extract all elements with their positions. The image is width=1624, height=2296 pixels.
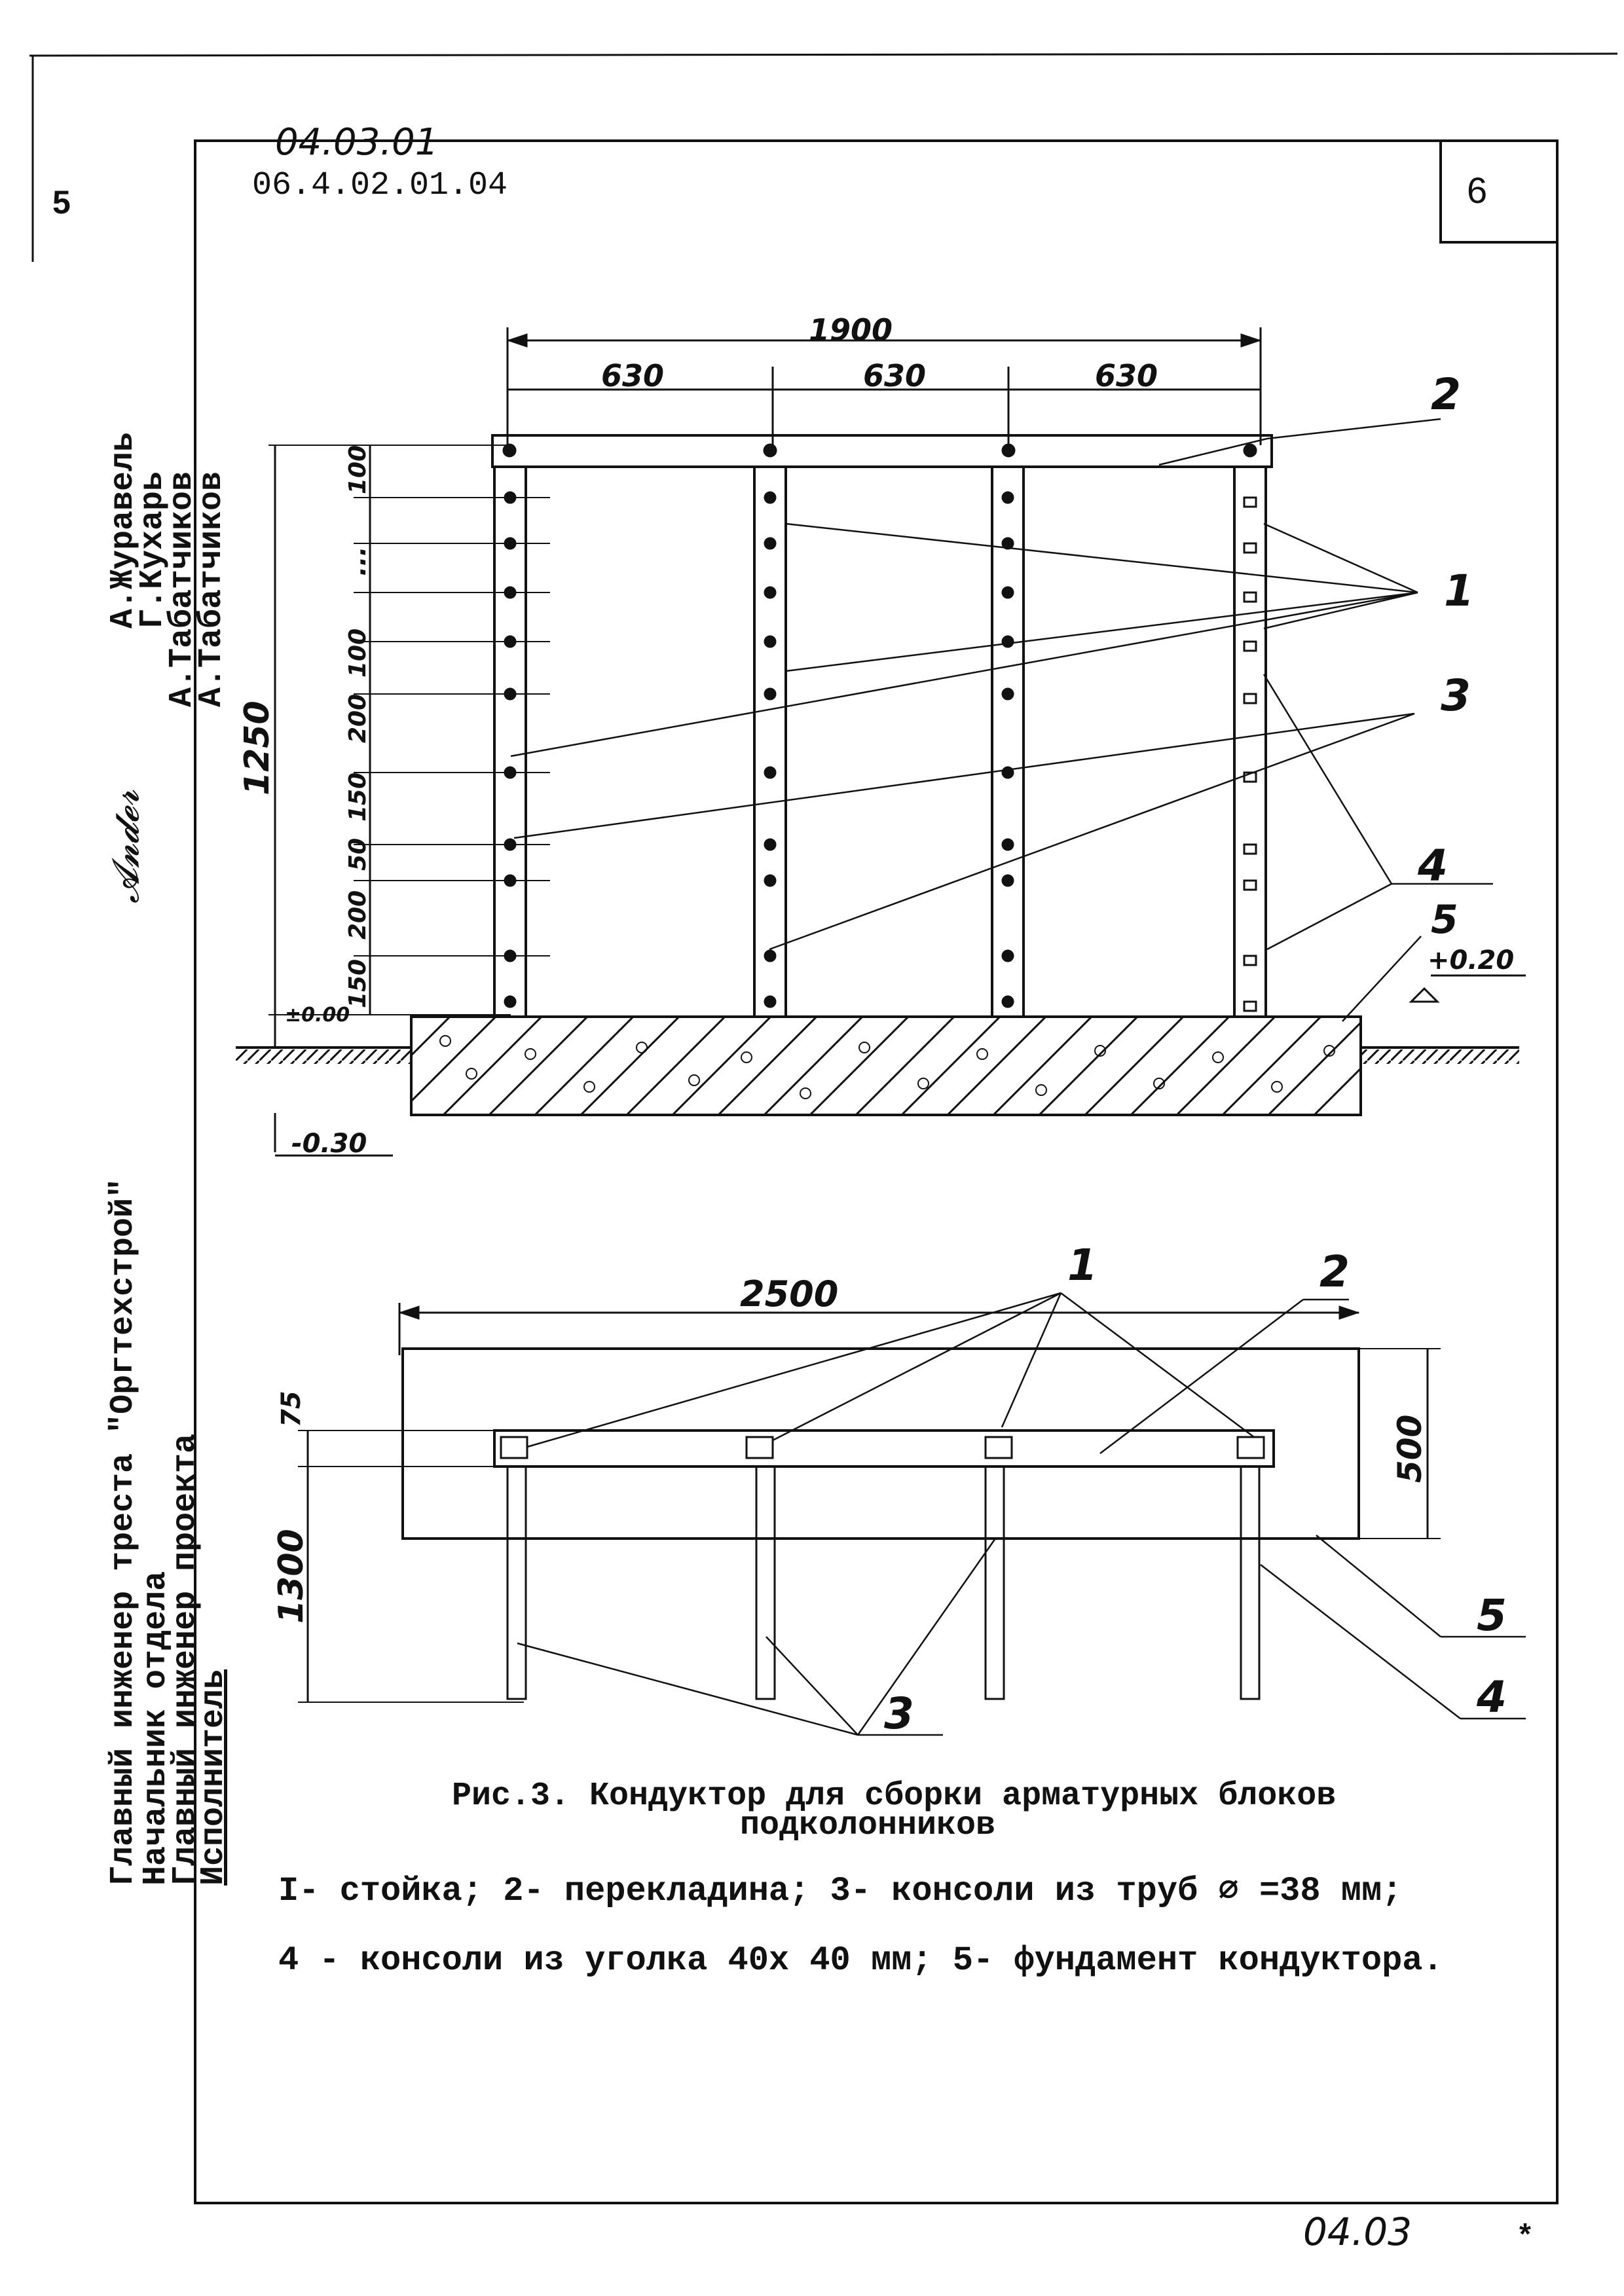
- elev-spacing-1: 100: [344, 445, 371, 494]
- name-kukhar: Г.Кухарь: [134, 471, 172, 629]
- elev-span-3: 630: [1095, 358, 1158, 393]
- plan-callout-5: 5: [1477, 1590, 1507, 1641]
- role-executor: Исполнитель: [195, 1669, 232, 1886]
- plan-callout-2: 2: [1320, 1247, 1350, 1297]
- plan-height: 1300: [272, 1529, 311, 1624]
- elev-span-2: 630: [863, 358, 927, 393]
- doc-code-typed: 06.4.02.01.04: [252, 167, 508, 204]
- elev-callout-2: 2: [1431, 369, 1461, 420]
- name-tabatchikov-1: А.Табатчиков: [164, 471, 201, 707]
- signature-zhuravel: 𝓐𝓷𝓭𝓮𝓻: [105, 790, 147, 903]
- elev-callout-3: 3: [1441, 670, 1471, 721]
- doc-code-handwritten: 04.03.01: [275, 121, 439, 164]
- elev-level-top: +0.20: [1428, 945, 1515, 975]
- elev-callout-5: 5: [1431, 897, 1458, 943]
- sheet-number: 6: [1467, 170, 1488, 211]
- elev-spacing-4: 200: [344, 693, 371, 743]
- elev-spacing-6: 50: [344, 837, 371, 871]
- role-head-of-department: Начальник отдела: [138, 1571, 175, 1886]
- legend-line2: 4 - консоли из уголка 40х 40 мм; 5- фундамент кондуктора.: [278, 1941, 1443, 1980]
- role-chief-engineer-trust: Главный инженер треста "Оргтехстрой": [105, 1178, 142, 1886]
- plan-offset: 75: [276, 1391, 306, 1427]
- elev-spacing-8: 150: [344, 958, 371, 1008]
- legend-line1: I- стойка; 2- перекладина; 3- консоли из труб ∅ =38 мм;: [278, 1872, 1403, 1910]
- elev-height: 1250: [238, 701, 277, 795]
- elevation-view: [236, 327, 1526, 1156]
- elev-spacing-7: 200: [344, 890, 371, 939]
- elev-spacing-3: 100: [344, 628, 371, 678]
- name-tabatchikov-2: А.Табатчиков: [193, 471, 231, 707]
- elev-level-bottom: -0.30: [291, 1129, 367, 1159]
- page-number-left: 5: [52, 184, 71, 221]
- elev-overall-width: 1900: [809, 312, 893, 348]
- plan-callout-3: 3: [884, 1688, 914, 1739]
- elev-callout-1: 1: [1444, 566, 1474, 616]
- footer-mark: *: [1519, 2217, 1531, 2251]
- plan-width: 500: [1391, 1414, 1429, 1483]
- elev-spacing-5: 150: [344, 772, 371, 822]
- elev-callout-4: 4: [1418, 841, 1448, 891]
- footer-code: 04.03: [1303, 2210, 1412, 2254]
- role-chief-project-engineer: Главный инженер проекта: [167, 1433, 204, 1886]
- figure-caption-line2: подколонников: [740, 1807, 996, 1844]
- plan-view: [298, 1293, 1526, 1735]
- elev-level-zero: ±0.00: [285, 1004, 350, 1027]
- plan-callout-1: 1: [1067, 1240, 1098, 1290]
- elev-spacing-2: ...: [342, 546, 372, 576]
- elev-span-1: 630: [601, 358, 665, 393]
- figure-caption-line1: Рис.3. Кондуктор для сборки арматурных блоков: [452, 1777, 1337, 1815]
- name-zhuravel: А.Журавель: [105, 431, 142, 629]
- plan-callout-4: 4: [1477, 1672, 1507, 1722]
- plan-length: 2500: [740, 1273, 839, 1315]
